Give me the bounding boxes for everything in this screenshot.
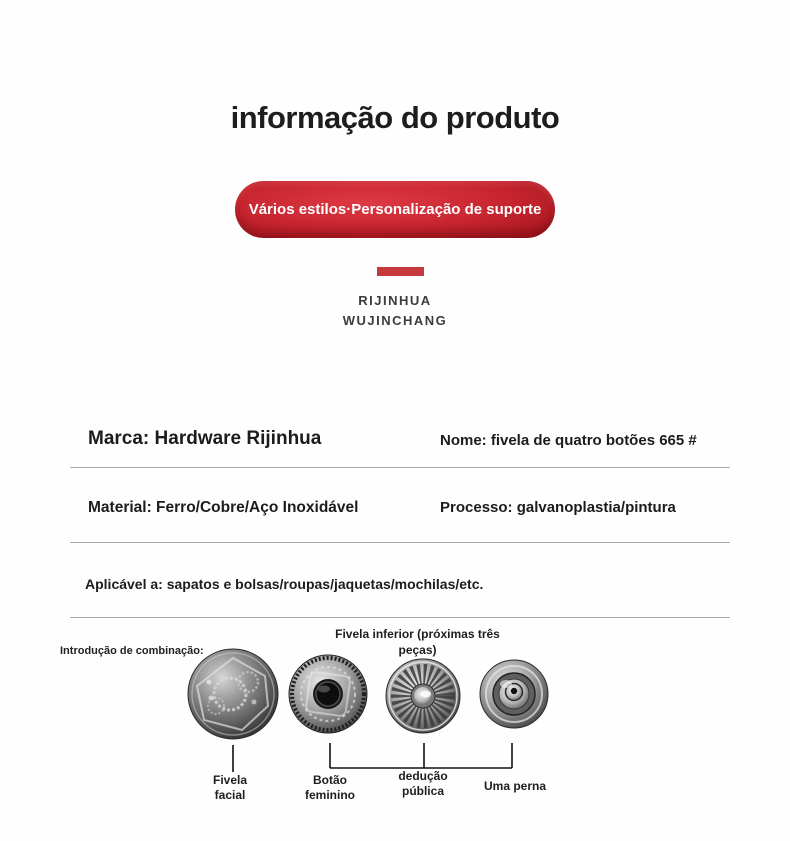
lower-buckle-note-line2: peças) bbox=[398, 643, 437, 657]
spec-brand: Marca: Hardware Rijinhua bbox=[88, 428, 322, 449]
page-title: informação do produto bbox=[230, 100, 560, 135]
sunburst-stud-snap-part-image bbox=[386, 659, 460, 733]
part-label-line: Fivela bbox=[212, 773, 248, 787]
brand-dash-divider bbox=[377, 267, 424, 276]
part-label-uma-perna bbox=[475, 779, 555, 794]
part-connector-lines bbox=[180, 740, 560, 775]
brand-name-line2: WUJINCHANG bbox=[342, 313, 448, 328]
part-label-line: facial bbox=[214, 788, 246, 802]
spec-applicable: Aplicável a: sapatos e bolsas/roupas/jaquetas/mochilas/etc. bbox=[85, 576, 484, 592]
spec-divider bbox=[70, 617, 730, 618]
brand-name-line1: RIJINHUA bbox=[358, 293, 432, 308]
spec-divider bbox=[70, 542, 730, 543]
part-label-line: feminino bbox=[305, 788, 355, 802]
snap-parts-image-row bbox=[180, 646, 560, 746]
spec-process: Processo: galvanoplastia/pintura bbox=[440, 499, 676, 516]
spec-divider bbox=[70, 467, 730, 468]
brand-name bbox=[0, 291, 790, 331]
spec-name: Nome: fivela de quatro botões 665 # bbox=[440, 432, 697, 449]
socket-ring-snap-part-image bbox=[289, 655, 367, 733]
part-label-botao-feminino bbox=[290, 773, 370, 803]
promo-banner bbox=[235, 181, 555, 238]
ornate-cap-snap-part-image bbox=[188, 649, 278, 739]
part-label-line: Botão bbox=[313, 773, 347, 787]
spec-material: Material: Ferro/Cobre/Aço Inoxidável bbox=[88, 499, 359, 516]
part-label-line: dedução bbox=[398, 769, 448, 783]
combination-intro-label: Introdução de combinação: bbox=[60, 645, 204, 657]
part-label-line: pública bbox=[401, 784, 444, 798]
part-label-fivela-facial bbox=[195, 773, 265, 803]
lower-buckle-note-line1: Fivela inferior (próximas três bbox=[335, 627, 500, 641]
part-label-line: Uma perna bbox=[483, 779, 547, 793]
promo-banner-label: Vários estilos·Personalização de suporte bbox=[248, 201, 542, 218]
part-label-deducao-publica bbox=[383, 769, 463, 799]
eyelet-post-snap-part-image bbox=[480, 660, 548, 728]
